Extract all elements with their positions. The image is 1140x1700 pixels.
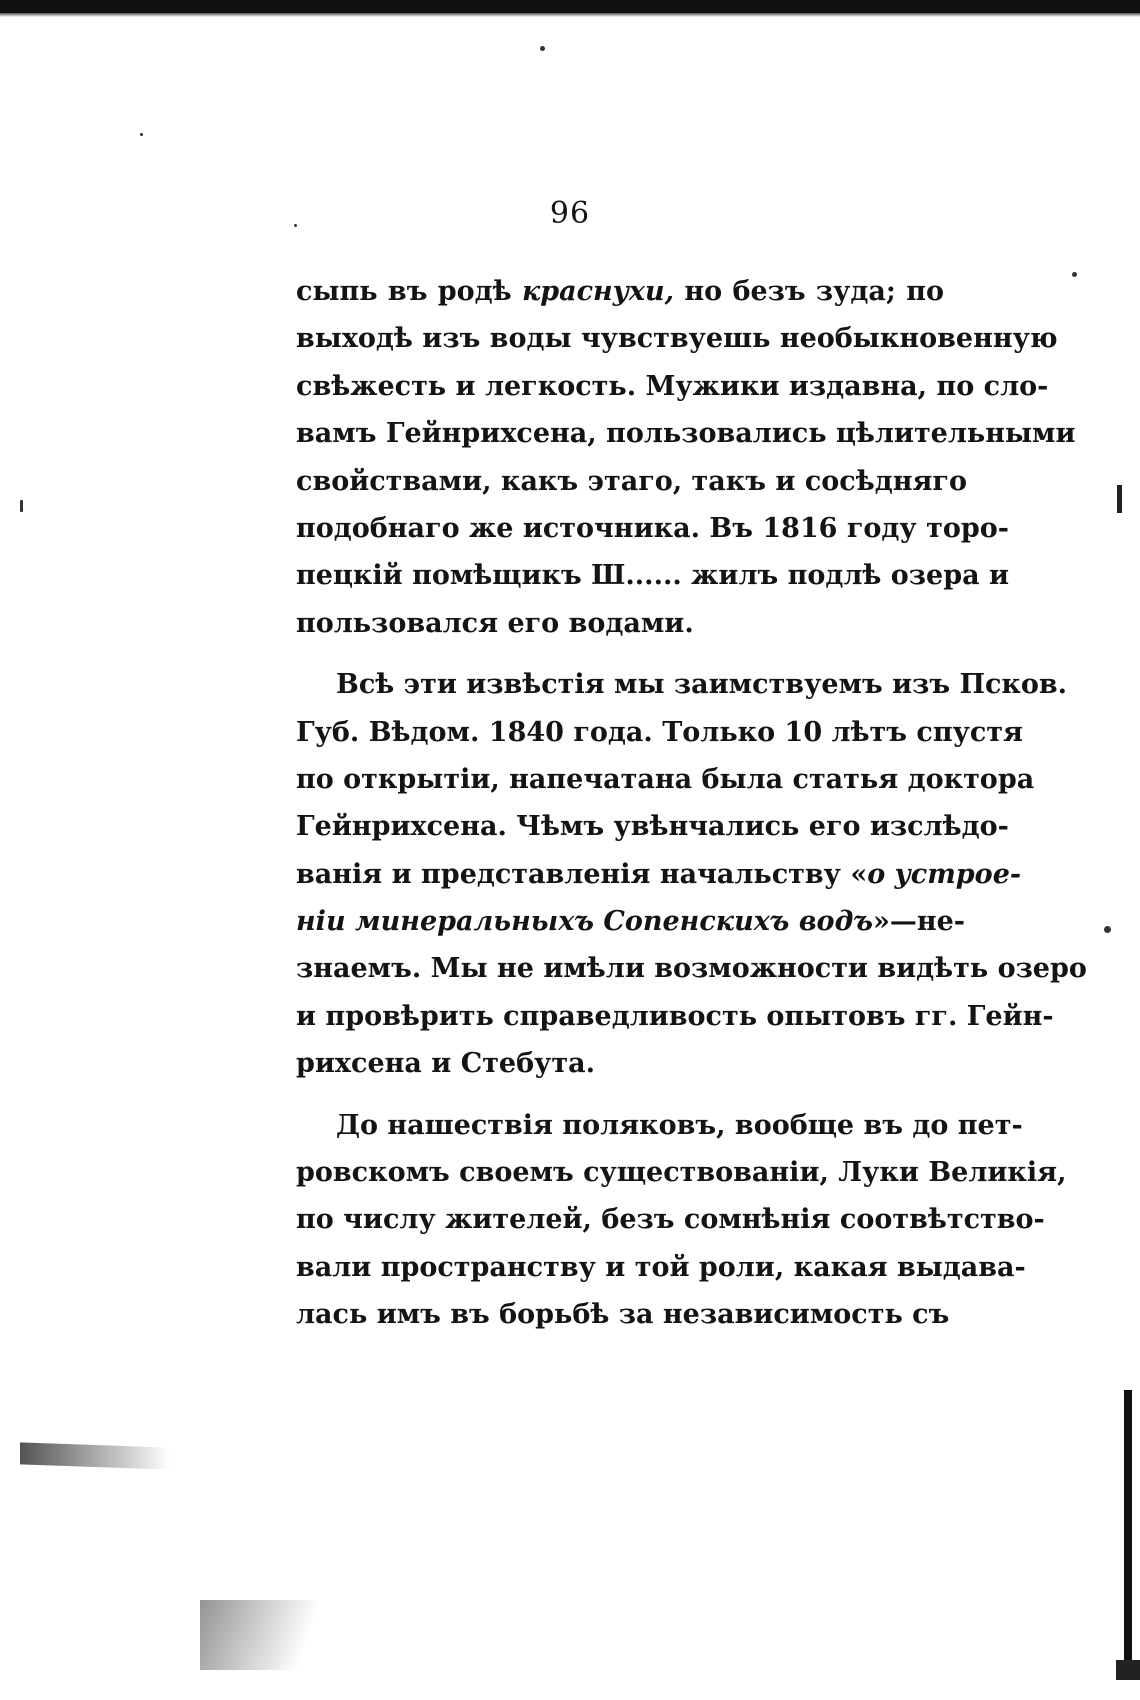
text-line <box>296 993 1054 1040</box>
text-segment: по открытіи, напечатана была статья доктора <box>296 763 1035 795</box>
text-segment: пецкій помѣщикъ Ш...... жилъ подлѣ озера и <box>296 560 1010 592</box>
text-segment: свѣжесть и легкость. Мужики издавна, по сло- <box>296 370 1049 402</box>
text-line <box>296 410 1076 457</box>
text-segment: Гейнрихсена. Чѣмъ увѣнчались его изслѣдо- <box>296 811 1009 843</box>
scan-dust-dot <box>1072 272 1077 277</box>
scan-right-mark <box>1117 485 1122 513</box>
paragraph <box>296 1102 1067 1339</box>
text-segment: ровскомъ своемъ существованіи, Луки Великія, <box>296 1157 1067 1189</box>
paragraph-gap <box>296 1088 944 1102</box>
text-line <box>296 315 1058 362</box>
text-segment: »—не- <box>872 906 965 938</box>
text-segment: сыпь въ родѣ <box>296 276 522 307</box>
text-segment: и провѣрить справедливость опытовъ гг. Гейн- <box>296 1000 1054 1032</box>
text-segment: свойствами, какъ этаго, такъ и сосѣдняго <box>296 465 967 497</box>
text-line <box>296 898 965 945</box>
text-line <box>296 505 1009 552</box>
text-line <box>296 1040 944 1087</box>
text-line <box>296 803 1009 850</box>
text-line <box>296 945 1087 992</box>
scan-dust-dot <box>20 500 23 512</box>
scan-left-smudge <box>20 1442 170 1469</box>
scan-right-edge <box>1124 1390 1132 1660</box>
scan-dust-dot <box>540 46 545 51</box>
text-segment: Всѣ эти извѣстія мы заимствуемъ изъ Псков. <box>336 669 1068 701</box>
text-segment: вали пространству и той роли, какая выдава- <box>296 1251 1026 1283</box>
text-segment: пользовался его водами. <box>296 607 694 639</box>
text-segment: лась имъ въ борьбѣ за независимость съ <box>296 1299 950 1331</box>
text-line <box>296 661 1068 708</box>
text-segment: ванія и представленія начальству « <box>296 858 868 890</box>
scan-bottom-smudge <box>200 1600 350 1670</box>
scan-dust-dot <box>140 133 143 136</box>
italic-text: краснухи, <box>521 276 674 307</box>
text-line <box>296 363 1049 410</box>
text-segment: по числу жителей, безъ сомнѣнія соотвѣтство- <box>296 1204 1045 1236</box>
paragraph <box>296 661 1087 1088</box>
text-line <box>296 851 1022 898</box>
text-line <box>296 458 967 505</box>
text-segment: рихсена и Стебута. <box>296 1048 596 1080</box>
text-line <box>296 1291 950 1338</box>
page-number: 96 <box>549 196 591 231</box>
text-line <box>296 709 1023 756</box>
text-segment: вамъ Гейнрихсена, пользовались цѣлительными <box>296 418 1076 450</box>
text-line <box>296 268 944 315</box>
paragraph <box>296 268 1076 647</box>
text-segment: знаемъ. Мы не имѣли возможности видѣть озеро <box>296 953 1087 985</box>
text-line <box>296 600 944 647</box>
paragraph-gap <box>296 647 944 661</box>
text-line <box>296 756 1035 803</box>
text-segment: Губ. Вѣдом. 1840 года. Только 10 лѣтъ спустя <box>296 716 1023 748</box>
italic-text: ніи минеральныхъ Сопенскихъ водъ <box>296 906 873 938</box>
scan-top-edge <box>0 0 1140 13</box>
italic-text: о устрое- <box>867 858 1022 890</box>
text-line <box>296 1102 1023 1149</box>
text-segment: До нашествія поляковъ, вообще въ до пет- <box>336 1109 1023 1141</box>
text-line <box>296 1149 1067 1196</box>
text-line <box>296 552 1010 599</box>
text-line <box>296 1196 1045 1243</box>
text-segment: выходѣ изъ воды чувствуешь необыкновенную <box>296 323 1058 355</box>
body-text <box>296 268 1087 1339</box>
scan-dust-dot <box>1104 926 1111 933</box>
text-segment: но безъ зуда; по <box>674 276 944 307</box>
scan-top-edge-fade <box>0 13 1140 17</box>
text-line <box>296 1244 1026 1291</box>
scan-corner-mark <box>1116 1660 1140 1680</box>
text-segment: подобнаго же источника. Въ 1816 году торо- <box>296 512 1009 544</box>
